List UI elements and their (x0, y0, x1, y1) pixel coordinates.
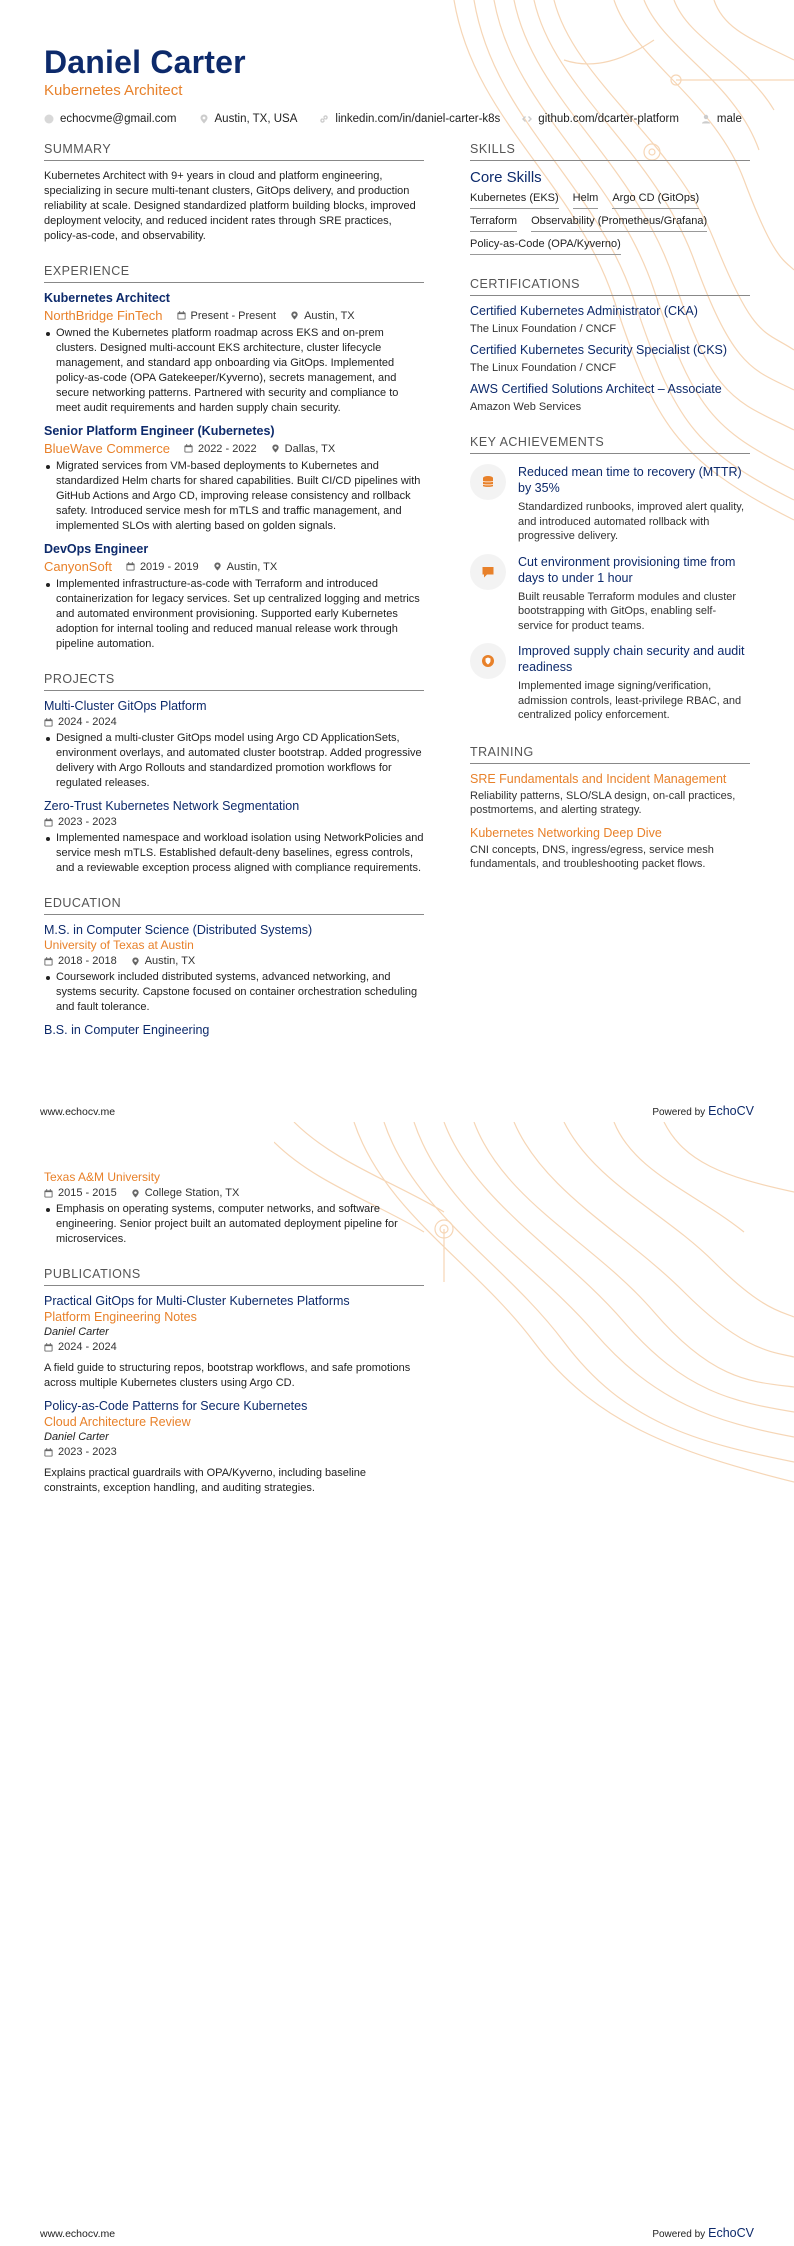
footer-powered (652, 1104, 754, 1118)
footer-powered (652, 2226, 754, 2240)
location-icon (131, 1189, 140, 1198)
publication-desc: Explains practical guardrails with OPA/Kyverno, including baseline constraints, exception handling, and auditing strategies. (44, 1467, 367, 1494)
job-title: DevOps Engineer (44, 542, 149, 556)
code-icon (522, 114, 532, 124)
location-icon (131, 957, 140, 966)
project-bullets (44, 731, 424, 791)
job-location (213, 561, 278, 573)
job-bullets (44, 577, 424, 652)
summary-heading: SUMMARY (44, 142, 424, 161)
job-dates (184, 443, 257, 455)
achievements-section (470, 435, 750, 723)
job-bullet: Migrated services from VM-based deployments to Kubernetes and standardized Helm charts for shared capabilities. Built CI/CD pipelines with GitHub Actions and Argo CD, improving release consistency and rollback safety. Introduced service mesh for mTLS and traffic management, and implemented SLOs with alerting based on golden signals. (44, 459, 424, 534)
resume-header (44, 44, 754, 125)
education-dates-text: 2018 - 2018 (58, 955, 117, 967)
job-location-text: Dallas, TX (284, 442, 336, 455)
calendar-icon (126, 562, 135, 571)
candidate-name: Daniel Carter (44, 44, 246, 80)
school-name: Texas A&M University (44, 1170, 161, 1184)
projects-heading: PROJECTS (44, 672, 424, 691)
education-dates (44, 955, 117, 967)
user-icon (701, 114, 711, 124)
skill-tag: Terraform (470, 215, 517, 232)
training-heading: TRAINING (470, 745, 750, 764)
contact-location (199, 113, 298, 125)
job-location (271, 443, 336, 455)
job-bullet: Implemented infrastructure-as-code with Terraform and introduced containerization for legacy services. Set up centralized logging and metrics and automated environment provisioning. Supported early Kubernetes adoption for internal tooling and reduced manual release work through pipeline automation. (44, 577, 424, 652)
publication-author: Daniel Carter (44, 1431, 109, 1443)
project-dates-text: 2023 - 2023 (58, 816, 117, 828)
powered-by-label: Powered by (652, 2229, 706, 2240)
projects-section (44, 672, 424, 876)
link-icon (319, 114, 329, 124)
left-column (44, 1170, 424, 1496)
project-entry (44, 699, 424, 791)
training-desc: CNI concepts, DNS, ingress/egress, service mesh fundamentals, and troubleshooting packet flows. (470, 843, 714, 870)
skills-group-title: Core Skills (470, 169, 542, 186)
company-name: BlueWave Commerce (44, 441, 170, 456)
job-meta (44, 441, 424, 456)
location-icon (213, 562, 222, 571)
job-entry (44, 291, 424, 416)
certification-name: AWS Certified Solutions Architect – Associate (470, 382, 722, 396)
candidate-title: Kubernetes Architect (44, 82, 183, 99)
certifications-section (470, 277, 750, 413)
calendar-icon (44, 1189, 53, 1198)
publication-dates-text: 2023 - 2023 (58, 1446, 117, 1458)
contact-github-text: github.com/dcarter-platform (538, 113, 679, 125)
experience-heading: EXPERIENCE (44, 264, 424, 283)
job-bullet: Owned the Kubernetes platform roadmap across EKS and on-prem clusters. Designed multi-account EKS architecture, cluster lifecycle management, and standard app onboarding via GitOps. Implemented policy-as-code (OPA Gatekeeper/Kyverno), secrets management, and secure networking patterns. Partnered with security and compliance to meet audit requirements and harden supply chain security. (44, 326, 424, 416)
training-title: SRE Fundamentals and Incident Management (470, 771, 727, 786)
skill-tag: Helm (573, 192, 599, 209)
job-dates (177, 310, 277, 322)
contact-gender-text: male (716, 113, 742, 125)
training-desc: Reliability patterns, SLO/SLA design, on-call practices, postmortems, and alerting strategy. (470, 789, 736, 816)
job-location (290, 310, 355, 322)
job-meta (44, 308, 424, 323)
school-name: University of Texas at Austin (44, 938, 194, 952)
job-title: Senior Platform Engineer (Kubernetes) (44, 424, 275, 438)
publication-title: Practical GitOps for Multi-Cluster Kubernetes Platforms (44, 1294, 350, 1308)
certification-name: Certified Kubernetes Administrator (CKA) (470, 304, 698, 318)
job-meta (44, 559, 424, 574)
achievement-desc: Standardized runbooks, improved alert quality, and introduced automated rollback with progressive delivery. (518, 501, 745, 542)
education-meta (44, 955, 424, 967)
publication-desc: A field guide to structuring repos, bootstrap workflows, and safe promotions across multiple Kubernetes clusters using Argo CD. (44, 1362, 411, 1389)
education-dates-text: 2015 - 2015 (58, 1187, 117, 1199)
publication-meta (44, 1446, 424, 1458)
degree-title: M.S. in Computer Science (Distributed Systems) (44, 923, 313, 937)
education-location (131, 1187, 240, 1199)
publication-title: Policy-as-Code Patterns for Secure Kubernetes (44, 1399, 308, 1413)
summary-text: Kubernetes Architect with 9+ years in cloud and platform engineering, specializing in secure multi-tenant clusters, GitOps delivery, and production reliability at scale. Designed standardized platform building blocks, improved deployment velocity, and reduced incident rates through SRE practices, policy-as-code, and observability. (44, 170, 416, 242)
footer-site-link[interactable]: www.echocv.me (40, 1106, 116, 1118)
contact-email-text: echocvme@gmail.com (60, 113, 177, 125)
education-dates (44, 1187, 117, 1199)
certification-org: The Linux Foundation / CNCF (470, 323, 617, 335)
job-entry (44, 542, 424, 652)
project-dates (44, 716, 117, 728)
contact-location-text: Austin, TX, USA (214, 113, 298, 125)
achievement-item (470, 643, 750, 723)
brand-logo: EchoCV (708, 2226, 754, 2240)
publication-venue: Cloud Architecture Review (44, 1415, 191, 1429)
certification-name: Certified Kubernetes Security Specialist (CKS) (470, 343, 728, 357)
left-column (44, 142, 424, 1037)
achievement-title: Improved supply chain security and audit readiness (518, 644, 745, 674)
publication-meta (44, 1341, 424, 1353)
training-title: Kubernetes Networking Deep Dive (470, 825, 662, 840)
achievement-title: Reduced mean time to recovery (MTTR) by 35% (518, 465, 742, 495)
chat-icon (470, 554, 506, 590)
publication-dates (44, 1446, 117, 1458)
project-title: Zero-Trust Kubernetes Network Segmentation (44, 799, 300, 813)
achievement-item (470, 464, 750, 544)
education-entry (44, 1170, 424, 1247)
calendar-icon (44, 1343, 53, 1352)
job-dates-text: Present - Present (190, 309, 277, 322)
calendar-icon (44, 957, 53, 966)
job-location-text: Austin, TX (304, 309, 355, 322)
project-bullet: Implemented namespace and workload isolation using NetworkPolicies and service mesh mTLS. Established default-deny baselines, egress controls, and a reviewable exception process aligned with compliance requirements. (44, 831, 424, 876)
publication-dates-text: 2024 - 2024 (58, 1341, 117, 1353)
experience-section (44, 264, 424, 652)
publications-section (44, 1267, 424, 1496)
contact-linkedin[interactable] (319, 113, 500, 125)
skill-tags (470, 192, 750, 255)
publications-heading: PUBLICATIONS (44, 1267, 424, 1286)
job-dates-text: 2022 - 2022 (197, 442, 257, 455)
calendar-icon (184, 444, 193, 453)
skill-tag: Observability (Prometheus/Grafana) (531, 215, 707, 232)
job-dates-text: 2019 - 2019 (139, 560, 199, 573)
education-bullets (44, 1202, 424, 1247)
resume-page-1 (0, 0, 794, 1120)
degree-title: B.S. in Computer Engineering (44, 1023, 210, 1037)
education-location-text: Austin, TX (144, 955, 196, 967)
achievement-title: Cut environment provisioning time from days to under 1 hour (518, 554, 736, 585)
summary-section (44, 142, 424, 244)
education-bullet: Coursework included distributed systems, advanced networking, and systems security. Capstone focused on container orchestration scheduling and fault tolerance. (44, 970, 424, 1015)
calendar-icon (44, 1448, 53, 1457)
education-location-text: College Station, TX (144, 1187, 240, 1199)
certifications-heading: CERTIFICATIONS (470, 277, 750, 296)
skill-tag: Argo CD (GitOps) (612, 192, 699, 209)
certification-org: Amazon Web Services (470, 401, 582, 413)
page-footer (40, 2226, 754, 2240)
project-dates-text: 2024 - 2024 (58, 716, 117, 728)
publication-venue: Platform Engineering Notes (44, 1310, 197, 1324)
skills-heading: SKILLS (470, 142, 750, 161)
calendar-icon (44, 818, 53, 827)
location-icon (271, 444, 280, 453)
job-title: Kubernetes Architect (44, 291, 170, 305)
project-meta (44, 716, 424, 728)
job-bullets (44, 326, 424, 416)
page-footer (40, 1104, 754, 1118)
footer-site-link[interactable]: www.echocv.me (40, 2228, 116, 2240)
company-name: NorthBridge FinTech (44, 308, 163, 323)
education-meta (44, 1187, 424, 1199)
skill-tag: Policy-as-Code (OPA/Kyverno) (470, 238, 621, 255)
project-meta (44, 816, 424, 828)
calendar-icon (44, 718, 53, 727)
training-section (470, 745, 750, 872)
project-dates (44, 816, 117, 828)
database-icon (470, 464, 506, 500)
achievement-desc: Implemented image signing/verification, admission controls, least-privilege RBAC, and centralized policy enforcement. (518, 680, 742, 721)
achievement-desc: Built reusable Terraform modules and cluster bootstrapping with GitOps, enabling self-service for product teams. (518, 590, 737, 632)
project-title: Multi-Cluster GitOps Platform (44, 699, 207, 713)
education-location (131, 955, 196, 967)
job-location-text: Austin, TX (226, 560, 278, 573)
brand-logo: EchoCV (708, 1104, 754, 1118)
publication-entry (44, 1294, 424, 1391)
email-icon (44, 114, 54, 124)
education-entry (44, 923, 424, 1015)
contact-row (44, 113, 754, 125)
publication-author: Daniel Carter (44, 1326, 109, 1338)
publication-dates (44, 1341, 117, 1353)
publication-entry (44, 1399, 424, 1496)
resume-page-2 (0, 1122, 794, 2246)
project-bullets (44, 831, 424, 876)
project-bullet: Designed a multi-cluster GitOps model using Argo CD ApplicationSets, environment overlays, and automated cluster bootstrap. Added progressive delivery with Argo Rollouts and standardized promotion workflows for regulated releases. (44, 731, 424, 791)
certification-org: The Linux Foundation / CNCF (470, 362, 617, 374)
achievement-item (470, 554, 750, 634)
right-column (470, 142, 750, 872)
contact-github[interactable] (522, 113, 679, 125)
powered-by-label: Powered by (652, 1107, 706, 1118)
contact-linkedin-text: linkedin.com/in/daniel-carter-k8s (335, 113, 501, 125)
achievements-heading: KEY ACHIEVEMENTS (470, 435, 750, 454)
company-name: CanyonSoft (44, 559, 112, 574)
education-heading: EDUCATION (44, 896, 424, 915)
skill-tag: Kubernetes (EKS) (470, 192, 559, 209)
job-dates (126, 561, 199, 573)
job-bullets (44, 459, 424, 534)
calendar-icon (177, 311, 186, 320)
project-entry (44, 799, 424, 876)
contact-email[interactable] (44, 113, 177, 125)
skills-section (470, 142, 750, 255)
location-icon (290, 311, 299, 320)
contact-gender (701, 113, 742, 125)
job-entry (44, 424, 424, 534)
education-bullet: Emphasis on operating systems, computer networks, and software engineering. Senior project built an automated deployment pipeline for microservices. (44, 1202, 424, 1247)
shield-icon (470, 643, 506, 679)
location-icon (199, 114, 209, 124)
education-section (44, 896, 424, 1037)
education-bullets (44, 970, 424, 1015)
